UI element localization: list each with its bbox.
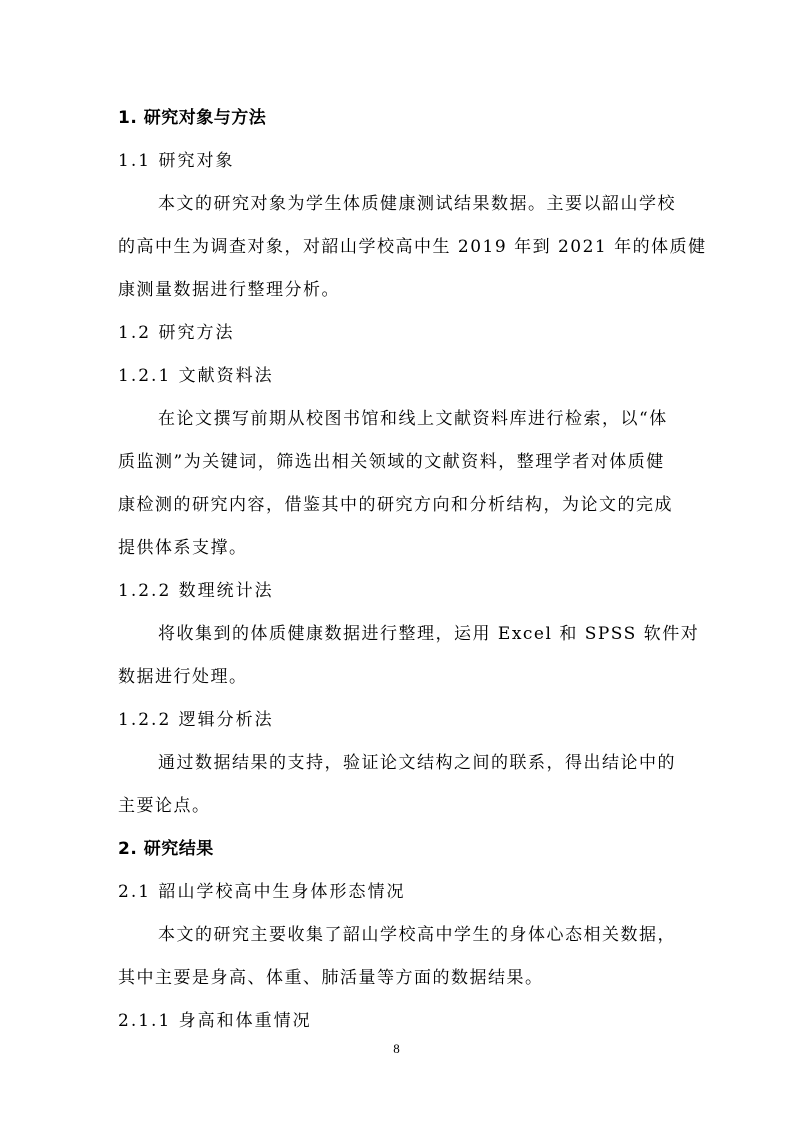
paragraph-line: 主要论点。 [118, 796, 211, 816]
section-1-2-1-heading: 1.2.1 文献资料法 [118, 366, 274, 386]
paragraph-line: 在论文撰写前期从校图书馆和线上文献资料库进行检索，以“体 [158, 409, 668, 429]
section-1-1-heading: 1.1 研究对象 [118, 151, 235, 171]
paragraph-line: 将收集到的体质健康数据进行整理，运用 Excel 和 SPSS 软件对 [158, 624, 700, 644]
paragraph-line: 其中主要是身高、体重、肺活量等方面的数据结果。 [118, 968, 544, 988]
paragraph-line: 通过数据结果的支持，验证论文结构之间的联系，得出结论中的 [158, 753, 676, 773]
paragraph-line: 数据进行处理。 [118, 667, 248, 687]
paragraph-line: 本文的研究对象为学生体质健康测试结果数据。主要以韶山学校 [158, 194, 676, 214]
paragraph-line: 提供体系支撑。 [118, 538, 248, 558]
paragraph-line: 本文的研究主要收集了韶山学校高中学生的身体心态相关数据， [158, 925, 676, 945]
page-number: 8 [393, 1041, 400, 1056]
section-1-2-2-heading: 1.2.2 数理统计法 [118, 581, 274, 601]
paragraph-line: 康检测的研究内容，借鉴其中的研究方向和分析结构，为论文的完成 [118, 495, 673, 515]
paragraph-line: 的高中生为调查对象，对韶山学校高中生 2019 年到 2021 年的体质健 [118, 237, 707, 257]
section-2-heading: 2. 研究结果 [118, 839, 214, 859]
section-1-2-3-heading: 1.2.2 逻辑分析法 [118, 710, 274, 730]
paragraph-line: 质监测”为关键词，筛选出相关领域的文献资料，整理学者对体质健 [118, 452, 665, 472]
section-2-1-1-heading: 2.1.1 身高和体重情况 [118, 1011, 312, 1031]
section-1-heading: 1. 研究对象与方法 [118, 108, 267, 128]
section-1-2-heading: 1.2 研究方法 [118, 323, 235, 343]
section-2-1-heading: 2.1 韶山学校高中生身体形态情况 [118, 882, 406, 902]
paragraph-line: 康测量数据进行整理分析。 [118, 280, 340, 300]
